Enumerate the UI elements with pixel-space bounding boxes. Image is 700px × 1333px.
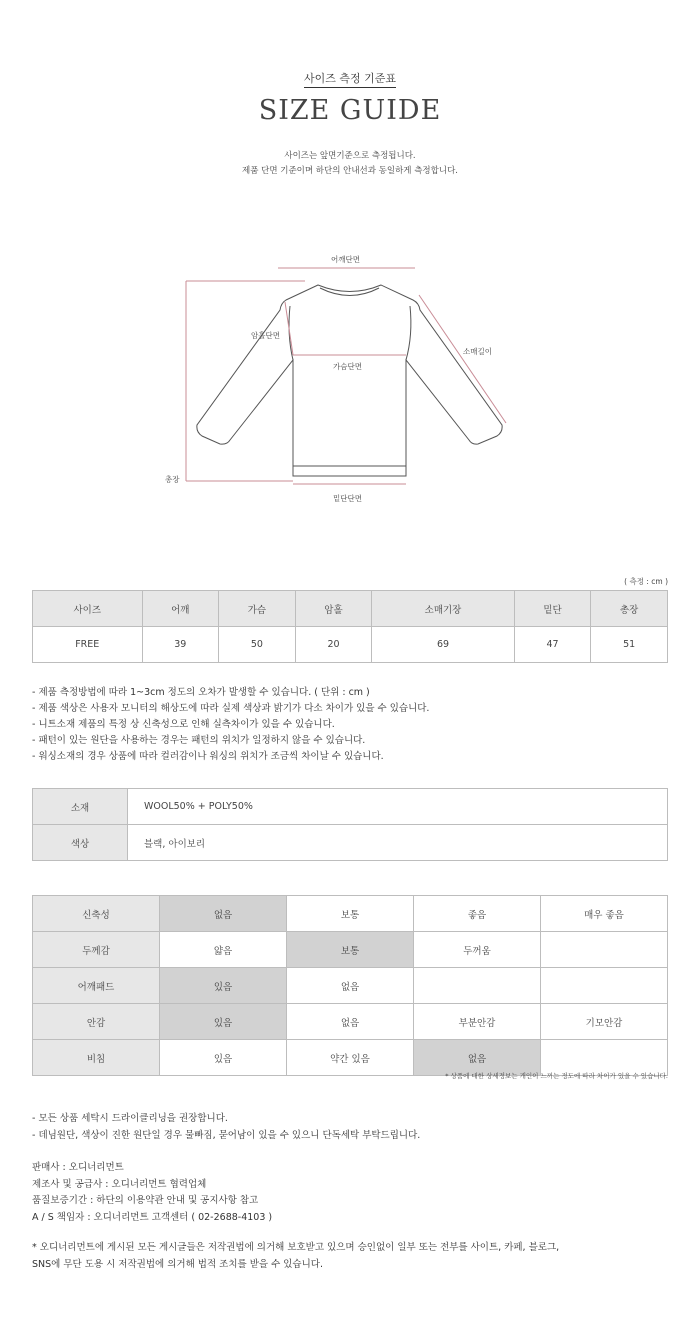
page-subtitle [0, 70, 700, 86]
feature-row [33, 896, 668, 932]
copyright-line: * 오디너리먼트에 게시된 모든 게시글들은 저작권법에 의거해 보호받고 있으며 승인없이 일부 또는 전부를 사이트, 카페, 블로그, [32, 1242, 560, 1253]
chest-label: 가슴단면 [333, 362, 362, 371]
page-title: SIZE GUIDE [258, 95, 442, 126]
feature-option: 보통 [287, 896, 414, 932]
size-table-row [33, 627, 668, 663]
sweater-body [197, 285, 502, 476]
feature-option: 기모안감 [541, 1004, 668, 1040]
care-notes [32, 1111, 420, 1144]
seller-line: 품질보증기간 : 하단의 이용약관 안내 및 공지사항 참고 [32, 1195, 259, 1206]
sweater-outline [197, 285, 502, 476]
feature-option: 얇음 [160, 932, 287, 968]
note-line: - 패턴이 있는 원단을 사용하는 경우는 패턴의 위치가 일정하지 않을 수 있습니다. [32, 735, 366, 746]
feature-label: 안감 [33, 1004, 160, 1040]
feature-option: 보통 [287, 932, 414, 968]
care-line: - 데님원단, 색상이 진한 원단일 경우 물빠짐, 묻어남이 있을 수 있으니 단독세탁 부탁드립니다. [32, 1129, 421, 1141]
color-label: 색상 [33, 825, 128, 861]
armhole-measure-line [285, 302, 293, 355]
feature-label: 비침 [33, 1040, 160, 1076]
seller-line: A / S 책임자 : 오디너리먼트 고객센터 ( 02-2688-4103 ) [32, 1211, 273, 1223]
size-value-cell: 39 [142, 627, 219, 663]
feature-table [32, 895, 668, 1076]
feature-option [414, 968, 541, 1004]
sweater-right-armhole [406, 306, 411, 360]
measure-unit: ( 측정 : cm ) [624, 577, 668, 586]
size-header-cell: 가슴 [219, 591, 296, 627]
feature-option: 없음 [414, 1040, 541, 1076]
copyright-line: SNS에 무단 도용 시 저작권법에 의거해 법적 조치를 받을 수 있습니다. [32, 1258, 323, 1270]
feature-option: 부분안감 [414, 1004, 541, 1040]
feature-note: * 상품에 대한 상세정보는 개인이 느끼는 정도에 따라 차이가 있을 수 있습니다. [445, 1072, 668, 1080]
feature-option [541, 932, 668, 968]
size-header-cell: 어깨 [142, 591, 219, 627]
feature-option: 있음 [160, 1004, 287, 1040]
size-value-cell: 51 [591, 627, 668, 663]
size-value-cell: FREE [33, 627, 143, 663]
shoulder-label: 어깨단면 [331, 255, 360, 264]
material-row-fabric [33, 789, 668, 825]
feature-label: 어깨패드 [33, 968, 160, 1004]
seller-line: 판매사 : 오디너리먼트 [32, 1162, 124, 1173]
feature-option: 좋음 [414, 896, 541, 932]
care-line: - 모든 상품 세탁시 드라이클리닝을 권장합니다. [32, 1113, 228, 1124]
size-value-cell: 69 [372, 627, 514, 663]
sleeve-measure-line [419, 295, 506, 423]
size-value-cell: 20 [295, 627, 372, 663]
size-value-cell: 47 [514, 627, 591, 663]
armhole-label: 암홀단면 [251, 331, 280, 340]
intro-line-1: 사이즈는 앞면기준으로 측정됩니다. [284, 151, 416, 161]
hem-label: 밑단단면 [333, 494, 362, 503]
feature-option [541, 968, 668, 1004]
fabric-label: 소재 [33, 789, 128, 825]
note-line: - 제품 색상은 사용자 모니터의 해상도에 따라 실제 색상과 밝기가 다소 차이가 있을 수 있습니다. [32, 703, 430, 714]
size-header-cell: 밑단 [514, 591, 591, 627]
size-table [32, 590, 668, 663]
note-line: - 니트소재 제품의 특정 상 신축성으로 인해 실측차이가 있을 수 있습니다. [32, 719, 335, 730]
feature-row [33, 932, 668, 968]
size-header-cell: 소매기장 [372, 591, 514, 627]
material-table [32, 788, 668, 861]
feature-option: 매우 좋음 [541, 896, 668, 932]
seller-info [32, 1160, 272, 1226]
measure-lines [186, 268, 506, 484]
feature-option: 두꺼움 [414, 932, 541, 968]
size-value-cell: 50 [219, 627, 296, 663]
note-line: - 워싱소재의 경우 상품에 따라 컬러감이나 워싱의 위치가 조금씩 차이날 수 있습니다. [32, 751, 384, 762]
size-header-cell: 총장 [591, 591, 668, 627]
color-value: 블랙, 아이보리 [128, 825, 668, 861]
feature-row [33, 968, 668, 1004]
material-row-color [33, 825, 668, 861]
feature-label: 신축성 [33, 896, 160, 932]
feature-option: 있음 [160, 1040, 287, 1076]
length-label: 총장 [165, 475, 180, 484]
page-subtitle-text: 사이즈 측정 기준표 [304, 72, 396, 88]
size-header-cell: 암홀 [295, 591, 372, 627]
size-table-header [33, 591, 668, 627]
feature-option: 있음 [160, 968, 287, 1004]
feature-label: 두께감 [33, 932, 160, 968]
measurement-notes [32, 685, 429, 765]
feature-option: 없음 [287, 1004, 414, 1040]
intro-line-2: 제품 단면 기준이며 하단의 안내선과 동일하게 측정합니다. [242, 166, 458, 176]
feature-option: 약간 있음 [287, 1040, 414, 1076]
feature-option: 없음 [287, 968, 414, 1004]
sleeve-label: 소매길이 [463, 347, 492, 356]
size-header-cell: 사이즈 [33, 591, 143, 627]
copyright-notice [32, 1240, 559, 1273]
sweater-diagram [0, 240, 700, 510]
seller-line: 제조사 및 공급사 : 오디너리먼트 협력업체 [32, 1178, 207, 1190]
feature-option: 없음 [160, 896, 287, 932]
feature-row [33, 1004, 668, 1040]
note-line: - 제품 측정방법에 따라 1~3cm 정도의 오차가 발생할 수 있습니다. ( 단위 : cm ) [32, 687, 370, 698]
fabric-value: WOOL50% + POLY50% [128, 789, 668, 825]
